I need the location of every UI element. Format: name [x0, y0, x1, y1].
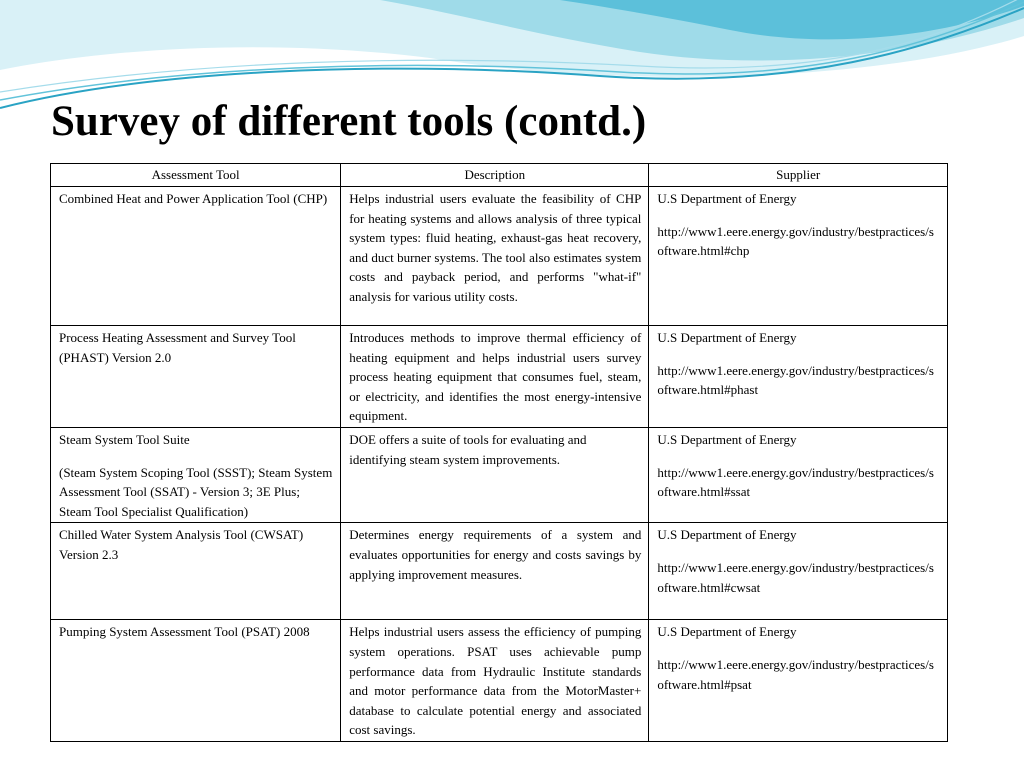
- header-description: Description: [341, 164, 649, 187]
- tool-description: Helps industrial users evaluate the feasibility of CHP for heating systems and allows analysis of three typical system types: fluid heating, exhaust-gas heat recovery, and duct burner systems. The tool also estimates system costs and payback period, and performs "what-if" analysis for various utility costs.: [341, 187, 649, 326]
- tools-table: [50, 163, 948, 742]
- tool-supplier: [649, 326, 948, 428]
- tool-name-text: Process Heating Assessment and Survey Tool (PHAST) Version 2.0: [59, 330, 296, 365]
- tool-supplier: [649, 427, 948, 522]
- supplier-url: http://www1.eere.energy.gov/industry/bestpractices/software.html#psat: [657, 656, 934, 692]
- tool-name-text: Chilled Water System Analysis Tool (CWSAT) Version 2.3: [59, 527, 304, 562]
- header-assessment-tool: Assessment Tool: [51, 164, 341, 187]
- tool-name: [51, 523, 341, 620]
- tool-name-detail: (Steam System Scoping Tool (SSST); Steam System Assessment Tool (SSAT) - Version 3; 3E Plus; Steam Tool Specialist Qualification): [59, 464, 333, 519]
- tool-name: [51, 187, 341, 326]
- tool-name-text: Steam System Tool Suite: [59, 431, 190, 447]
- tool-name: [51, 326, 341, 428]
- tool-description: Introduces methods to improve thermal efficiency of heating equipment and helps industrial users survey process heating equipment that consumes fuel, steam, or electricity, and identifies the most energy-intensive equipment.: [341, 326, 649, 428]
- table-row: [51, 326, 948, 428]
- supplier-name: U.S Department of Energy: [657, 527, 797, 543]
- tool-supplier: [649, 187, 948, 326]
- tool-name: [51, 427, 341, 522]
- tool-name-text: Pumping System Assessment Tool (PSAT) 2008: [59, 624, 310, 640]
- tool-supplier: [649, 620, 948, 742]
- tool-description: Helps industrial users assess the efficiency of pumping system operations. PSAT uses achievable pump performance data from Hydraulic Institute standards and motor performance data from the MotorMaster+ database to calculate potential energy and associated cost savings.: [341, 620, 649, 742]
- table-row: [51, 187, 948, 326]
- supplier-url: http://www1.eere.energy.gov/industry/bestpractices/software.html#chp: [657, 223, 934, 259]
- supplier-name: U.S Department of Energy: [657, 431, 797, 447]
- slide-title: Survey of different tools (contd.): [51, 98, 647, 145]
- tool-description: DOE offers a suite of tools for evaluating and identifying steam system improvements.: [341, 427, 649, 522]
- header-supplier: Supplier: [649, 164, 948, 187]
- table-header-row: [51, 164, 948, 187]
- tool-description: Determines energy requirements of a system and evaluates opportunities for energy and costs savings by applying improvement measures.: [341, 523, 649, 620]
- table-row: [51, 620, 948, 742]
- supplier-url: http://www1.eere.energy.gov/industry/bestpractices/software.html#phast: [657, 362, 934, 398]
- tool-supplier: [649, 523, 948, 620]
- supplier-url: http://www1.eere.energy.gov/industry/bestpractices/software.html#cwsat: [657, 559, 934, 595]
- supplier-name: U.S Department of Energy: [657, 191, 797, 206]
- supplier-name: U.S Department of Energy: [657, 330, 797, 345]
- supplier-url: http://www1.eere.energy.gov/industry/bestpractices/software.html#ssat: [657, 464, 934, 500]
- table-row: [51, 427, 948, 522]
- tool-name: [51, 620, 341, 742]
- table-row: [51, 523, 948, 620]
- supplier-name: U.S Department of Energy: [657, 624, 797, 640]
- tool-name-text: Combined Heat and Power Application Tool (CHP): [59, 191, 328, 206]
